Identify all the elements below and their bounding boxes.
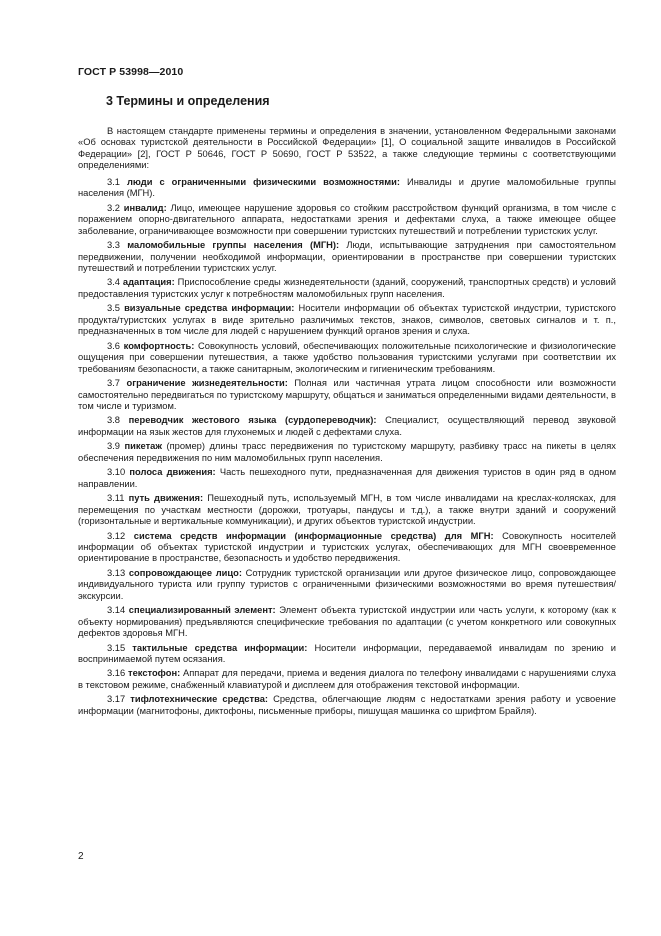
term-name: адаптация: bbox=[122, 277, 175, 288]
term-definition: Лицо, имеющее нарушение здоровья со стойким расстройством функций организма, в том числе с поражением опорно-двигательного аппарата, недостатками зрения и дефектами слуха, а также имеющее общее заболевание, ограничивающее возможности при совершении туристских путешествий и потреблении туристских услуг. bbox=[78, 202, 616, 236]
term-name: тактильные средства информации: bbox=[132, 642, 308, 653]
term-definition: Средства, облегчающие людям с недостатками зрения работу и усвоение информации (магнитофоны, диктофоны, письменные приборы, пишущая машинка со шрифтом Брайля). bbox=[78, 694, 616, 716]
term-number: 3.5 bbox=[107, 303, 120, 314]
term-entry bbox=[78, 277, 616, 300]
term-name: система средств информации (информационные средства) для МГН: bbox=[133, 530, 494, 541]
term-definition: Аппарат для передачи, приема и ведения диалога по телефону инвалидами с нарушениями слуха в текстовом режиме, снабженный клавиатурой и дисплеем для отображения текстовой информации. bbox=[78, 668, 616, 690]
term-entry bbox=[78, 240, 616, 274]
term-definition: Совокупность носителей информации об объектах туристской индустрии и туристских услугах, обеспечивающих для МГН своевременное ориентирование в пространстве, безопасность и удобство передвижения. bbox=[78, 530, 616, 564]
document-body bbox=[78, 126, 616, 720]
term-number: 3.13 bbox=[107, 567, 126, 578]
term-definition: Приспособление среды жизнедеятельности (зданий, сооружений, транспортных средств) и условий предоставления туристских услуг к потребностям маломобильных групп населения. bbox=[78, 277, 616, 299]
term-entry bbox=[78, 303, 616, 337]
term-name: сопровождающее лицо: bbox=[128, 567, 242, 578]
term-number: 3.1 bbox=[107, 176, 120, 187]
term-name: путь движения: bbox=[128, 493, 204, 504]
term-definition: Элемент объекта туристской индустрии или часть услуги, к которому (как к объекту нормирования) предъявляются специфические требования по адаптации (с учетом конкретного или совокупных дефектов здоровья МГН. bbox=[78, 605, 616, 639]
term-number: 3.2 bbox=[107, 202, 120, 213]
term-entry bbox=[78, 605, 616, 639]
term-entry bbox=[78, 378, 616, 412]
term-definition: Полная или частичная утрата лицом способности или возможности самостоятельно передвигаться по туристскому маршруту, общаться и заниматься определенными видами деятельности, в том числе и туризмом. bbox=[78, 378, 616, 411]
term-name: люди с ограниченными физическими возможностями: bbox=[127, 176, 400, 187]
term-definition: Сотрудник туристской организации или другое физическое лицо, сопровождающее индивидуального туриста или группу туристов с ограниченными физическими возможностями во время путешествия/экскурсии. bbox=[78, 567, 616, 601]
term-entry bbox=[78, 341, 616, 375]
term-number: 3.12 bbox=[107, 530, 126, 541]
term-entry bbox=[78, 568, 616, 602]
term-name: специализированный элемент: bbox=[128, 605, 276, 616]
term-name: ограничение жизнедеятельности: bbox=[126, 378, 288, 389]
terms-list bbox=[78, 177, 616, 717]
term-entry bbox=[78, 415, 616, 438]
term-definition: Пешеходный путь, используемый МГН, в том числе инвалидами на креслах-колясках, для перемещения по участкам местности (дорожки, тротуары, пандусы и т.д.), а также внутри зданий и сооружений (горизонтальные и вертикальные коммуникации), и других объектов туристской индустрии. bbox=[78, 493, 616, 527]
term-entry bbox=[78, 467, 616, 490]
term-name: полоса движения: bbox=[129, 467, 216, 478]
term-name: маломобильные группы населения (МГН): bbox=[127, 240, 340, 251]
term-number: 3.7 bbox=[107, 378, 120, 389]
term-definition: (промер) длины трасс передвижения по туристскому маршруту, разбивку трасс на пикеты в целях обеспечения передвижения по ним маломобильных групп населения. bbox=[78, 441, 616, 463]
term-name: визуальные средства информации: bbox=[124, 303, 295, 314]
term-entry bbox=[78, 643, 616, 666]
term-entry bbox=[78, 441, 616, 464]
term-number: 3.15 bbox=[107, 642, 126, 653]
term-name: текстофон: bbox=[128, 668, 181, 679]
term-definition: Люди, испытывающие затруднения при самостоятельном передвижении, получении необходимой информации, ориентировании в пространстве при совершении туристских путешествий и потреблении туристских услуг. bbox=[78, 240, 616, 273]
section-title: 3 Термины и определения bbox=[106, 94, 270, 108]
term-definition: Совокупность условий, обеспечивающих положительные психологические и физиологические ощущения при совершении путешествия, а также удобство пользования туристскими услугами при соответствии их требованиям безопасности, а также санитарным, экологическим и гигиеническим требованиям. bbox=[78, 340, 616, 374]
term-definition: Носители информации, передаваемой инвалидам по зрению и воспринимаемой путем осязания. bbox=[78, 642, 616, 665]
term-number: 3.6 bbox=[107, 340, 120, 351]
term-number: 3.11 bbox=[107, 493, 125, 504]
term-entry bbox=[78, 493, 616, 527]
term-number: 3.3 bbox=[107, 240, 120, 251]
term-number: 3.10 bbox=[107, 467, 126, 478]
term-number: 3.9 bbox=[107, 441, 120, 452]
term-entry bbox=[78, 177, 616, 200]
page-number: 2 bbox=[78, 851, 84, 862]
term-name: переводчик жестового языка (сурдопереводчик): bbox=[128, 415, 377, 426]
document-header: ГОСТ Р 53998—2010 bbox=[78, 66, 184, 78]
intro-paragraph: В настоящем стандарте применены термины и определения в значении, установленном Федеральными законами «Об основах туристской деятельности в Российской Федерации» [1], О социальной защите инвалидов в Российской Федерации» [2], ГОСТ Р 50646, ГОСТ Р 50690, ГОСТ Р 53522, а также следующие термины с соответствующими определениями: bbox=[78, 126, 616, 171]
term-definition: Носители информации об объектах туристской индустрии, туристского продукта/туристских услугах в виде зрительно различимых текстов, знаков, символов, световых сигналов и т. п., предназначенных в том числе для людей с нарушением функций органов зрения и слуха. bbox=[78, 303, 616, 337]
term-definition: Инвалиды и другие маломобильные группы населения (МГН). bbox=[78, 176, 616, 199]
term-number: 3.4 bbox=[107, 277, 120, 288]
term-definition: Специалист, осуществляющий перевод звуковой информации на язык жестов для глухонемых и людей с дефектами слуха. bbox=[78, 415, 616, 437]
term-entry bbox=[78, 203, 616, 237]
term-definition: Часть пешеходного пути, предназначенная для движения туристов в один ряд в одном направлении. bbox=[78, 467, 616, 489]
term-entry bbox=[78, 694, 616, 717]
term-name: тифлотехнические средства: bbox=[130, 694, 269, 705]
term-entry bbox=[78, 531, 616, 565]
term-name: пикетаж bbox=[124, 441, 163, 452]
term-number: 3.16 bbox=[107, 668, 126, 679]
term-name: инвалид: bbox=[123, 202, 167, 213]
term-number: 3.17 bbox=[107, 694, 126, 705]
term-number: 3.8 bbox=[107, 415, 120, 426]
term-name: комфортность: bbox=[123, 340, 195, 351]
term-entry bbox=[78, 668, 616, 691]
term-number: 3.14 bbox=[107, 605, 126, 616]
